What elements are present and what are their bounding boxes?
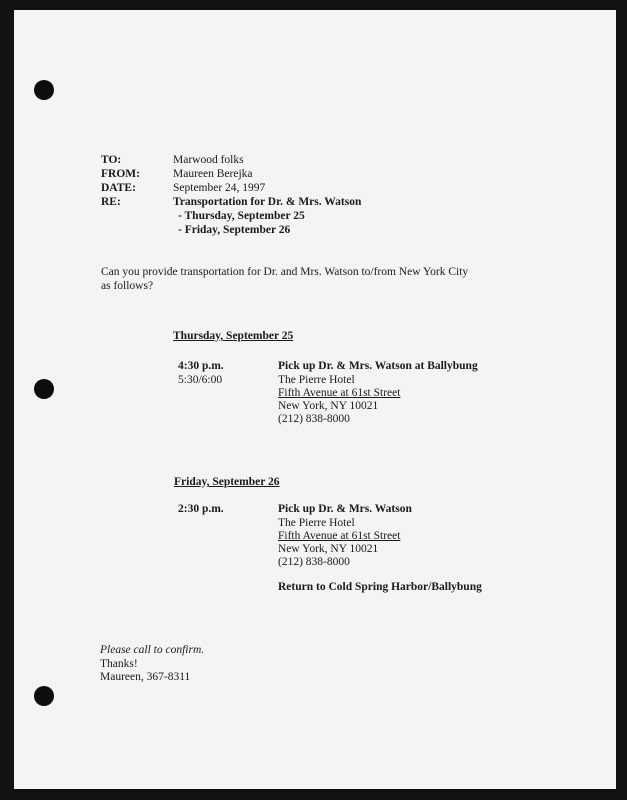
friday-phone: (212) 838-8000 <box>278 556 350 568</box>
re-friday: - Friday, September 26 <box>178 224 291 236</box>
to-value: Marwood folks <box>173 154 244 166</box>
date-value: September 24, 1997 <box>173 182 266 194</box>
thursday-place: The Pierre Hotel <box>278 374 355 386</box>
thanks-line: Thanks! <box>100 658 138 670</box>
thursday-action: Pick up Dr. & Mrs. Watson at Ballybung <box>278 360 478 372</box>
friday-return: Return to Cold Spring Harbor/Ballybung <box>278 581 482 593</box>
friday-heading: Friday, September 26 <box>174 476 280 488</box>
thursday-city: New York, NY 10021 <box>278 400 379 412</box>
friday-place: The Pierre Hotel <box>278 517 355 529</box>
punch-hole-top <box>34 80 54 100</box>
friday-street: Fifth Avenue at 61st Street <box>278 530 401 542</box>
signature-line: Maureen, 367-8311 <box>100 671 191 683</box>
re-value: Transportation for Dr. & Mrs. Watson <box>173 196 362 208</box>
date-label: DATE: <box>101 182 136 194</box>
intro-line-2: as follows? <box>101 280 154 292</box>
thursday-heading: Thursday, September 25 <box>173 330 294 342</box>
thursday-time-1: 4:30 p.m. <box>178 360 224 372</box>
memo-page <box>14 10 616 789</box>
punch-hole-bottom <box>34 686 54 706</box>
thursday-street: Fifth Avenue at 61st Street <box>278 387 401 399</box>
intro-line-1: Can you provide transportation for Dr. and Mrs. Watson to/from New York City <box>101 266 469 278</box>
to-label: TO: <box>101 154 122 166</box>
thursday-phone: (212) 838-8000 <box>278 413 350 425</box>
friday-city: New York, NY 10021 <box>278 543 379 555</box>
from-label: FROM: <box>101 168 140 180</box>
re-thursday: - Thursday, September 25 <box>178 210 305 222</box>
re-label: RE: <box>101 196 121 208</box>
confirm-note: Please call to confirm. <box>100 644 205 656</box>
thursday-time-2: 5:30/6:00 <box>178 374 223 386</box>
punch-hole-middle <box>34 379 54 399</box>
friday-time-1: 2:30 p.m. <box>178 503 224 515</box>
from-value: Maureen Berejka <box>173 168 253 180</box>
friday-action: Pick up Dr. & Mrs. Watson <box>278 503 412 515</box>
